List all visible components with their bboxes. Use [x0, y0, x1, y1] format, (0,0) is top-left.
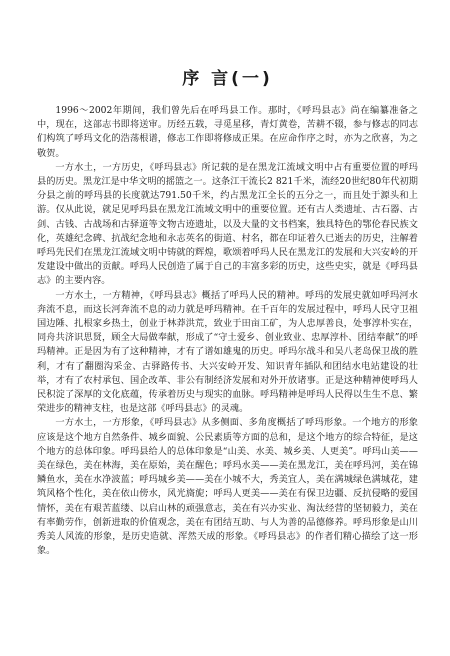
preface-title: 序 言(一) [182, 69, 273, 89]
paragraph-spirit: 一方水土，一方精神，《呼玛县志》概括了呼玛人民的精神。呼玛的发展史就如呼玛河水奔流不息，而这长河奔流不息的动力就是呼玛精神。在千百年的发展过程中，呼玛人民守卫祖国边陲、扎根家乡热土，创业于林莽洪荒，致业于田亩工矿，为人忠厚善良，处事淳朴实在，同舟共济识思贤，顾全大局做奉献，形成了“守土爱乡、创业致业、忠厚淳朴、团结奉献”的呼玛精神。正是因为有了这种精神，才有了谱如雄鬼的历史。呼玛尔战斗和吴八老岛保卫战的胜利，才有了翻圈沟采金、古驿路传书、大兴安岭开发、知识青年插队和团结水电站建设的壮举，才有了农村承包、国企改革、非公有制经济发展和对外开放诸事。正是这种精神使呼玛人民积淀了深厚的文化底蕴，传承着历史与现实的血脉。呼玛精神是呼玛人民得以生生不息、繁荣进步的精神支柱，也是这部《呼玛县志》的灵魂。 [37, 289, 418, 415]
paragraph-image: 一方水土，一方形象，《呼玛县志》从多侧面、多角度概括了呼玛形象。一个地方的形象应该是这个地方自然条件、城乡面貌、公民素质等方面的总和，是这个地方的综合特征，是这个地方的总体印象。呼玛县给人的总体印象是“山美、水美、城乡美、人更美”。呼玛山美——美在绿色，美在林海，美在原始，美在醒色；呼玛水美——美在黑龙江，美在呼玛河，美在锦鳞鱼水，美在水净波蓝；呼玛城乡美——美在小城不大，秀美宜人，美在满城绿色满城花，建筑风格个性化，美在依山傍水，风光旖旎；呼玛人更美——美在有保卫边疆、反抗侵略的爱国情怀，美在有艰苦蓝缕、以启山林的顽强意志，美在有兴办实业、淘汰经营的坚韧毅力，美在有率勤劳作，创新进取的价值观念，美在有团结互助、与人为善的品德修养。呼玛形象是山川秀美人风流的形象，是历史造就、浑然天成的形象。《呼玛县志》的作者们精心描绘了这一形象。 [37, 417, 418, 557]
paragraph-history: 一方水土，一方历史，《呼玛县志》所记载的是在黑龙江流域文明中占有重要位置的呼玛县的历史。黑龙江是中华文明的摇篮之一。这条江干流长2 821千米，流经20世纪80年代初期分县之前的呼玛县的长度就达791.50千米，约占黑龙江全长的五分之一，而且处于源头和上游。仅从此说，就足见呼玛县在黑龙江流域文明中的重要位置。还有古人类遗址、古石器、古剑、古钱、古战场和古驿道等文物古迹遗址，以及大量的文书档案，独具特色的鄂伦春民族文化，英雄纪念碑、抗战纪念地和永志英名的街道、村名，都在印证着久已逝去的历史，注解着呼玛先民们在黑龙江流域文明中铸就的辉煌，歌颂着呼玛人民在黑龙江的发展和大兴安岭的开发建设中做出的贡献。呼玛人民创造了属于自己的丰富多彩的历史，这些史实，就是《呼玛县志》的主要内容。 [37, 161, 418, 287]
paragraph-intro: 1996～2002年期间，我们曾先后在呼玛县工作。那时，《呼玛县志》尚在编纂准备之中，现在，这部志书即将送审。历经五载，寻觅星移，青灯黄卷，苦耕不辍，参与修志的同志们构筑了呼玛文化的浩荡根谱，修志工作即将修成正果。在应命作序之时，亦为之欣喜，为之敬贺。 [37, 105, 418, 159]
